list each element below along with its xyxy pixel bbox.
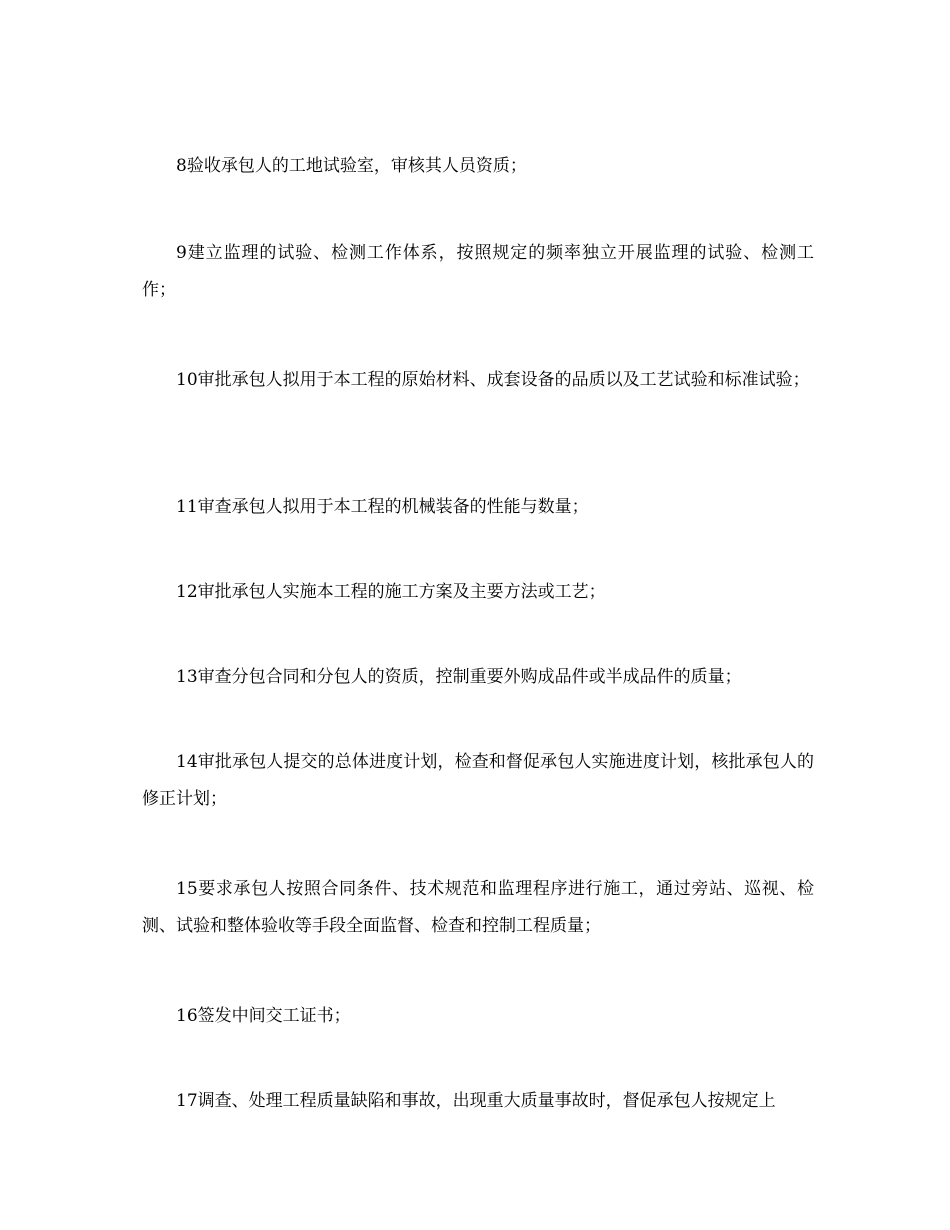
paragraph-15: 15要求承包人按照合同条件、技术规范和监理程序进行施工，通过旁站、巡视、检测、试验和整体验收等手段全面监督、检查和控制工程质量；: [142, 879, 814, 936]
paragraph-9: 9建立监理的试验、检测工作体系，按照规定的频率独立开展监理的试验、检测工作；: [142, 243, 814, 300]
paragraph-11: 11审查承包人拟用于本工程的机械装备的性能与数量；: [176, 497, 589, 517]
paragraph-16: 16签发中间交工证书；: [176, 1006, 351, 1026]
paragraph-17: 17调查、处理工程质量缺陷和事故，出现重大质量事故时，督促承包人按规定上: [176, 1091, 776, 1111]
paragraph-13: 13审查分包合同和分包人的资质，控制重要外购成品件或半成品件的质量；: [176, 667, 742, 687]
paragraph-12: 12审批承包人实施本工程的施工方案及主要方法或工艺；: [176, 582, 606, 602]
paragraph-14: 14审批承包人提交的总体进度计划，检查和督促承包人实施进度计划，核批承包人的修正计划；: [142, 752, 814, 809]
paragraph-10: 10审批承包人拟用于本工程的原始材料、成套设备的品质以及工艺试验和标准试验；: [176, 370, 810, 390]
paragraph-8: 8验收承包人的工地试验室，审核其人员资质；: [176, 156, 527, 176]
